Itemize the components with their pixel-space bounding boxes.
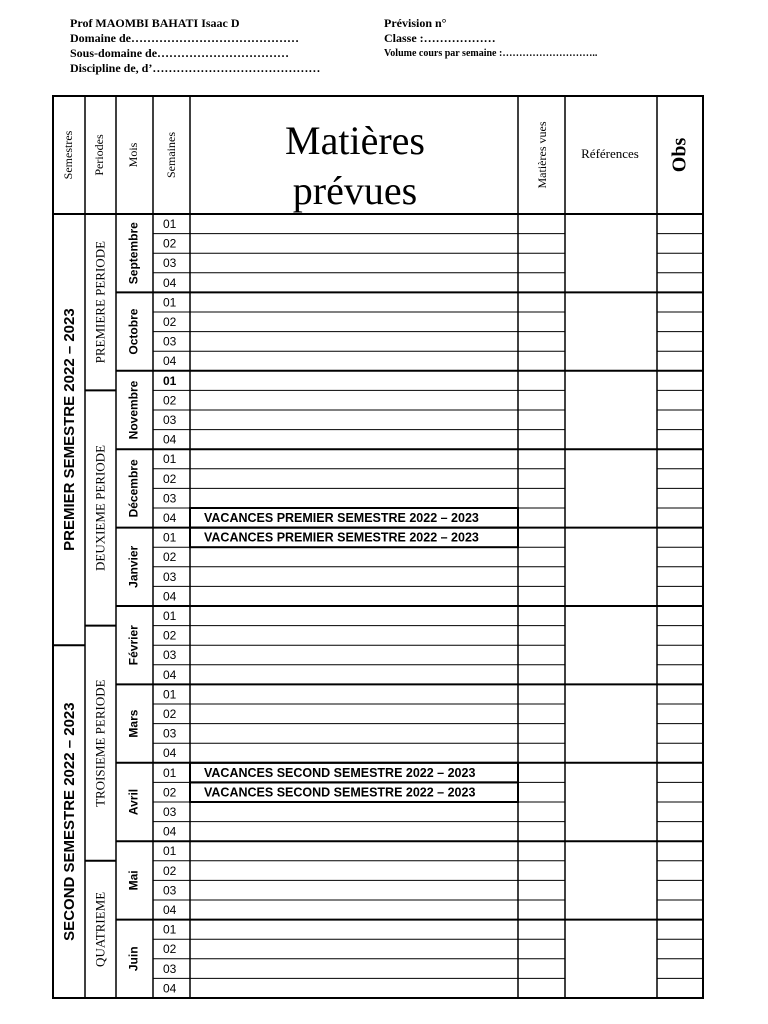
- week-number: 04: [163, 824, 177, 839]
- week-number: 03: [163, 648, 177, 663]
- week-number: 01: [163, 295, 177, 310]
- week-number: 01: [163, 452, 177, 467]
- period-label: DEUXIEME PERIODE: [92, 444, 108, 572]
- month-label: Mars: [126, 709, 141, 738]
- week-number: 04: [163, 275, 177, 290]
- vacation-label: VACANCES SECOND SEMESTRE 2022 – 2023: [204, 765, 476, 780]
- discipline-field: Discipline de, d’……………………………………: [70, 61, 321, 75]
- column-header-obs: Obs: [668, 137, 691, 173]
- period-label: TROISIEME PERIODE: [92, 679, 108, 807]
- period-label: QUATRIEME: [92, 891, 108, 967]
- week-number: 03: [163, 256, 177, 271]
- week-number: 03: [163, 883, 177, 898]
- teacher-name: Prof MAOMBI BAHATI Isaac D: [70, 16, 240, 30]
- column-header-semaines: Semaines: [163, 132, 178, 178]
- month-label: Février: [126, 625, 141, 666]
- week-number: 03: [163, 726, 177, 741]
- week-number: 03: [163, 491, 177, 506]
- week-number: 02: [163, 942, 177, 957]
- semester-label: PREMIER SEMESTRE 2022 – 2023: [60, 308, 78, 551]
- semester-label: SECOND SEMESTRE 2022 – 2023: [60, 702, 78, 941]
- table-header: [61, 118, 691, 213]
- week-number: 01: [163, 844, 177, 859]
- week-number: 03: [163, 334, 177, 349]
- week-number: 02: [163, 550, 177, 565]
- forecast-number: Prévision n°: [384, 16, 447, 30]
- week-number: 01: [163, 530, 177, 545]
- week-number: 02: [163, 706, 177, 721]
- column-header-semestres: Semestres: [60, 130, 75, 180]
- weekly-volume-field: Volume cours par semaine :………………………..: [384, 48, 598, 59]
- week-number: 04: [163, 432, 177, 447]
- vacation-label: VACANCES SECOND SEMESTRE 2022 – 2023: [204, 785, 476, 800]
- column-header-references: Références: [581, 145, 639, 161]
- week-number: 02: [163, 314, 177, 329]
- vacation-label: VACANCES PREMIER SEMESTRE 2022 – 2023: [204, 530, 479, 545]
- week-number: 04: [163, 589, 177, 604]
- week-number: 04: [163, 902, 177, 917]
- column-header-mois: Mois: [125, 142, 140, 168]
- month-label: Mai: [126, 870, 141, 891]
- month-label: Septembre: [126, 222, 141, 285]
- column-header-matieres-prevues-line1: Matières: [285, 118, 425, 163]
- month-label: Décembre: [126, 459, 141, 518]
- week-number: 01: [163, 373, 177, 388]
- week-number: 03: [163, 569, 177, 584]
- month-label: Janvier: [126, 545, 141, 588]
- column-header-periodes: Periodes: [91, 134, 106, 176]
- week-number: 04: [163, 746, 177, 761]
- month-label: Juin: [126, 946, 141, 972]
- week-number: 02: [163, 236, 177, 251]
- week-number: 02: [163, 863, 177, 878]
- week-number: 03: [163, 804, 177, 819]
- column-header-matieres-vues: Matières vues: [534, 121, 549, 189]
- domain-field: Domaine de……………………………………: [70, 31, 299, 45]
- week-number: 02: [163, 628, 177, 643]
- period-label: PREMIERE PERIODE: [92, 240, 108, 364]
- week-number: 04: [163, 667, 177, 682]
- week-number: 03: [163, 412, 177, 427]
- week-number: 01: [163, 608, 177, 623]
- month-label: Avril: [126, 788, 141, 816]
- table-grid: [53, 96, 703, 998]
- week-number: 03: [163, 961, 177, 976]
- week-number: 01: [163, 765, 177, 780]
- week-number: 01: [163, 922, 177, 937]
- week-number: 02: [163, 785, 177, 800]
- week-number: 01: [163, 216, 177, 231]
- subdomain-field: Sous-domaine de……………………………: [70, 46, 290, 60]
- week-number: 04: [163, 354, 177, 369]
- week-number: 04: [163, 510, 177, 525]
- month-label: Novembre: [126, 380, 141, 440]
- week-number: 01: [163, 687, 177, 702]
- vacation-label: VACANCES PREMIER SEMESTRE 2022 – 2023: [204, 511, 479, 526]
- week-number: 02: [163, 471, 177, 486]
- month-label: Octobre: [126, 308, 141, 355]
- week-number: 02: [163, 393, 177, 408]
- class-field: Classe :………………: [384, 31, 496, 45]
- column-header-matieres-prevues-line2: prévues: [292, 168, 418, 213]
- week-number: 04: [163, 981, 177, 996]
